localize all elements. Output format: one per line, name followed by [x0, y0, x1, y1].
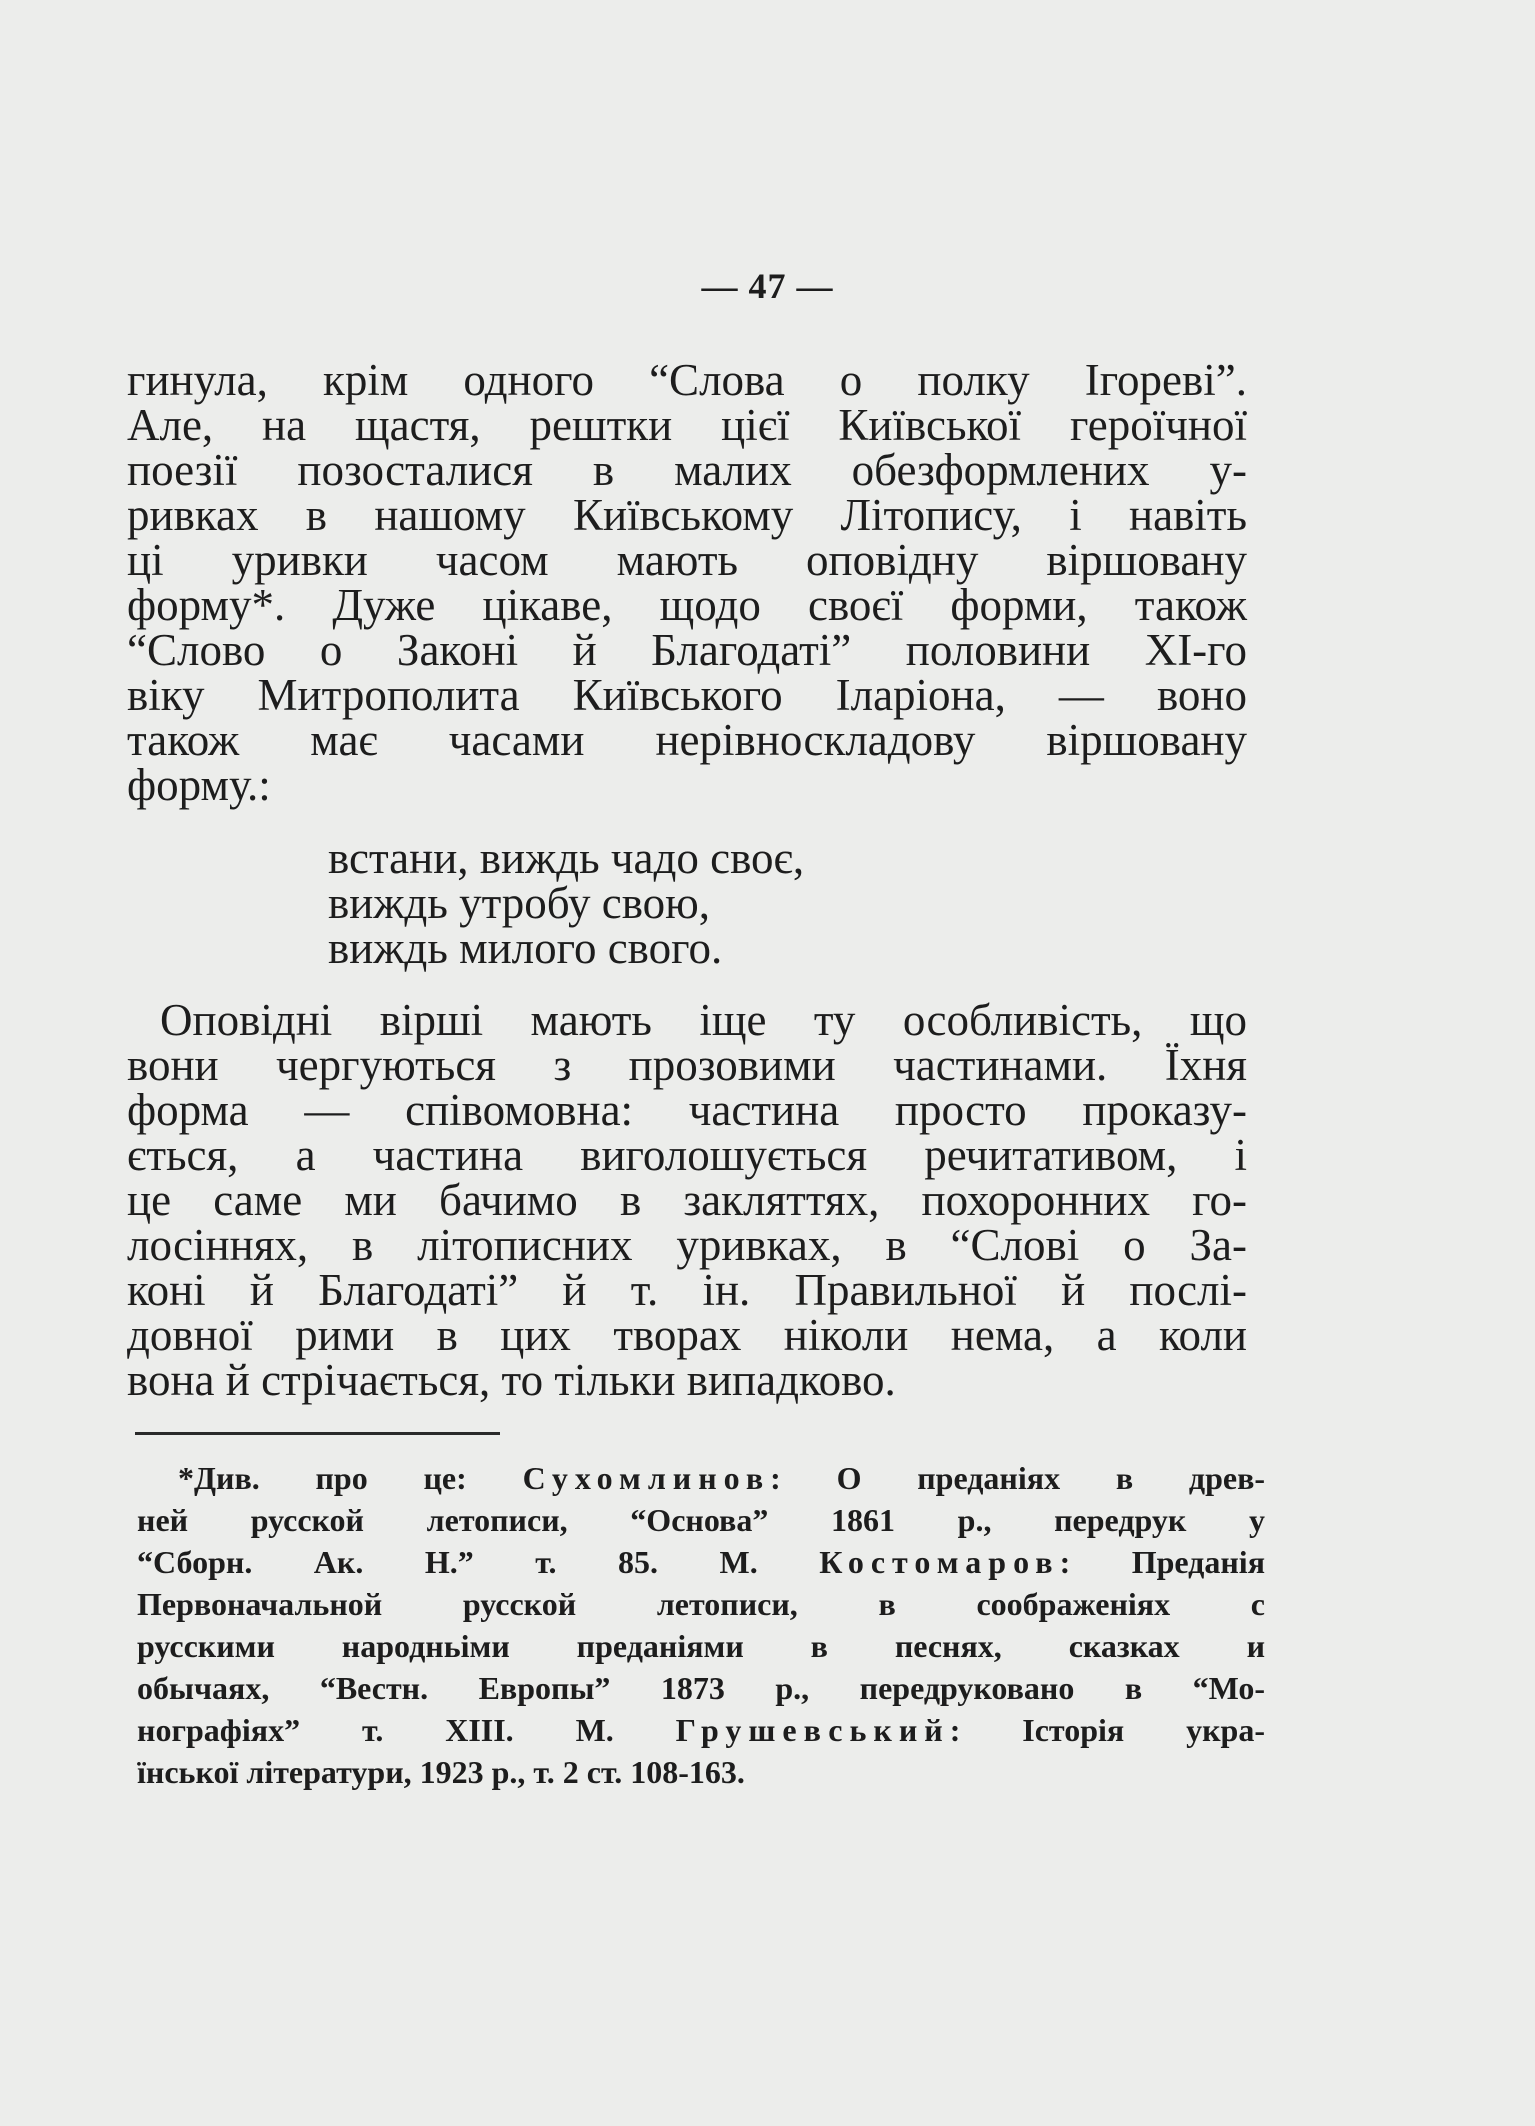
verse-line: встани, виждь чадо своє,: [328, 833, 805, 883]
text-line: віку Митрополита Київського Іларіона, — воно: [127, 670, 1247, 720]
text-line: ці уривки часом мають оповідну віршовану: [127, 535, 1247, 585]
text-line: вона й стрічається, то тільки випадково.: [127, 1355, 896, 1405]
verse-line: виждь милого свого.: [328, 923, 723, 973]
text-line: форму.:: [127, 760, 271, 810]
text-line: “Слово о Законі й Благодаті” половини XI-го: [127, 625, 1247, 675]
text-line: форму*. Дуже цікаве, щодо своєї форми, також: [127, 580, 1247, 630]
text-line: гинула, крім одного “Слова о полку Ігореві”.: [127, 355, 1247, 405]
text-line: поезії позосталися в малих обезформлених у-: [127, 445, 1247, 495]
footnote-line: їнської літератури, 1923 р., т. 2 ст. 108-163.: [137, 1754, 745, 1790]
footnote-line: обычаях, “Вестн. Европы” 1873 р., передруковано в “Мо-: [137, 1670, 1265, 1706]
text-line: довної рими в цих творах ніколи нема, а коли: [127, 1310, 1247, 1360]
text-line: лосіннях, в літописних уривках, в “Слові о За-: [127, 1220, 1247, 1270]
footnote-line: ней русской летописи, “Основа” 1861 р., передрук у: [137, 1502, 1265, 1538]
footnote-line: *Див. про це: Сухомлинов: О преданіях в древ-: [178, 1460, 1266, 1496]
footnote-line: “Сборн. Ак. Н.” т. 85. М. Костомаров: Преданія: [137, 1544, 1266, 1580]
page-number: — 47 —: [701, 266, 834, 306]
footnote-divider: [135, 1432, 500, 1435]
text-line: коні й Благодаті” й т. ін. Правильної й послі-: [127, 1265, 1247, 1315]
text-line: також має часами нерівноскладову віршовану: [127, 715, 1247, 765]
text-line: Оповідні вірші мають іще ту особливість, що: [160, 995, 1247, 1045]
footnote-line: нографіях” т. XIII. М. Грушевський: Історія укра-: [137, 1712, 1266, 1748]
text-line: вони чергуються з прозовими частинами. Їхня: [127, 1040, 1247, 1090]
text-line: ється, а частина виголошується речитативом, і: [127, 1130, 1247, 1180]
text-line: форма — співомовна: частина просто проказу-: [127, 1085, 1247, 1135]
author-name: Сухомлинов: [522, 1460, 771, 1496]
text-line: ривках в нашому Київському Літопису, і навіть: [127, 490, 1247, 540]
footnote-line: русскими народньіми преданіями в песнях, сказках и: [137, 1628, 1265, 1664]
footnote-line: Первоначальной русской летописи, в соображеніях с: [137, 1586, 1265, 1622]
text-line: Але, на щастя, рештки цієї Київської героїчної: [127, 400, 1247, 450]
verse-line: виждь утробу свою,: [328, 878, 711, 928]
text-line: це саме ми бачимо в закляттях, похоронних го-: [127, 1175, 1247, 1225]
author-name: Грушевський: [675, 1712, 950, 1748]
author-name: Костомаров: [819, 1544, 1060, 1580]
